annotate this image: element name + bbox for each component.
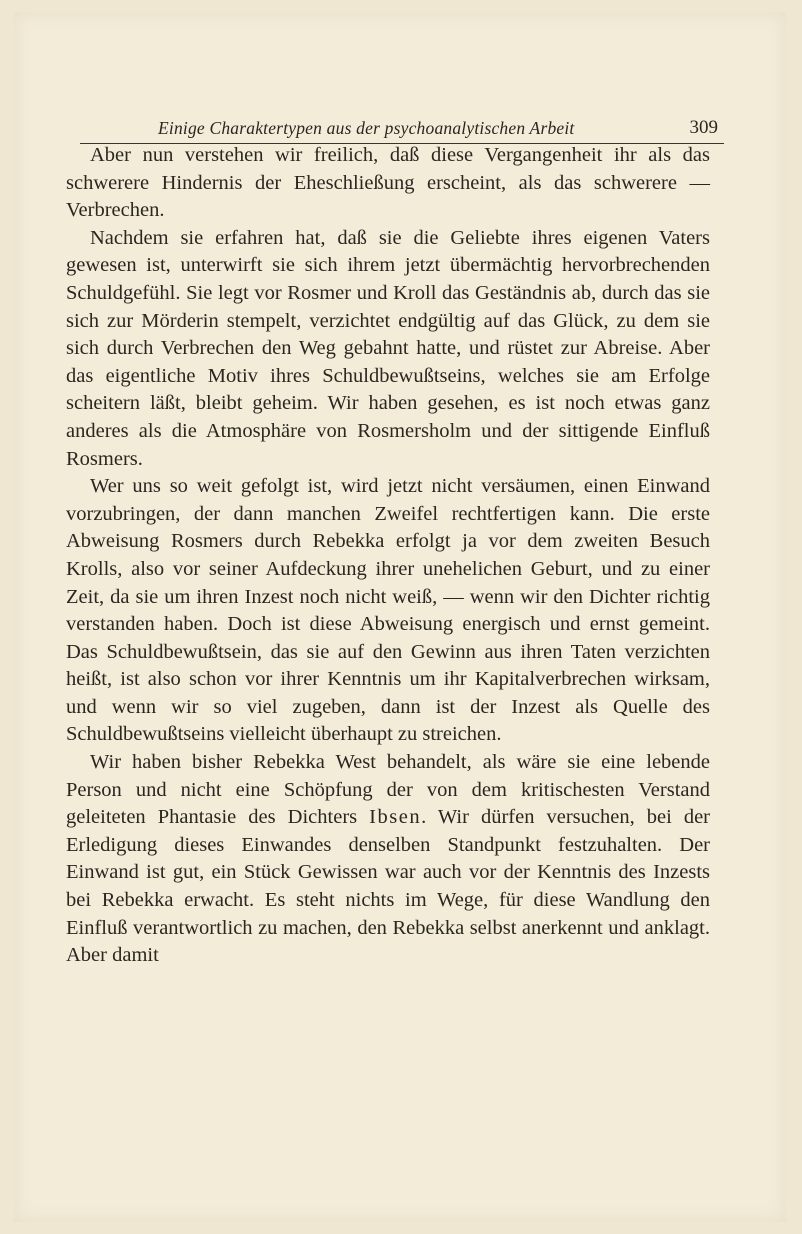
running-title: Einige Charaktertypen aus der psychoanalytischen Arbeit: [158, 118, 575, 138]
paragraph-2: Nachdem sie erfahren hat, daß sie die Geliebte ihres eigenen Vaters gewesen ist, unterwirft sie sich ihrem jetzt übermächtig hervorbrechenden Schuldgefühl. Sie legt vor Rosmer und Kroll das Geständnis ab, durch das sie sich zur Mörderin stempelt, verzichtet endgültig auf das Glück, zu dem sie sich durch Verbrechen den Weg gebahnt hatte, und rüstet zur Abreise. Aber das eigentliche Motiv ihres Schuldbewußtseins, welches sie am Erfolge scheitern läßt, bleibt geheim. Wir haben gesehen, es ist noch etwas ganz anderes als die Atmosphäre von Rosmersholm und der sittigende Einfluß Rosmers.: [66, 226, 710, 470]
paragraph-1: Aber nun verstehen wir freilich, daß diese Vergangenheit ihr als das schwerere Hindernis der Eheschließung erscheint, als das schwerere — Verbrechen.: [66, 144, 710, 222]
paragraph-4-text-end: . Wir dürfen versuchen, bei der Erledigung dieses Einwandes denselben Standpunkt festzuhalten. Der Einwand ist gut, ein Stück Gewissen war auch vor der Kenntnis des Inzests bei Rebekka erwacht. Es steht nichts im Wege, für diese Wandlung den Einfluß verantwortlich zu machen, den Rebekka selbst anerkennt und anklagt. Aber damit: [66, 806, 710, 967]
paragraph-3: Wer uns so weit gefolgt ist, wird jetzt nicht versäumen, einen Einwand vorzubringen, der dann manchen Zweifel rechtfertigen kann. Die erste Abweisung Rosmers durch Rebekka erfolgt ja vor dem zweiten Besuch Krolls, also vor seiner Aufdeckung ihrer unehelichen Geburt, und zu einer Zeit, da sie um ihren Inzest noch nicht weiß, — wenn wir den Dichter richtig verstanden haben. Doch ist diese Abweisung energisch und ernst gemeint. Das Schuldbewußtsein, das sie auf den Gewinn aus ihren Taten verzichten heißt, ist also schon vor ihrer Kenntnis um ihr Kapitalverbrechen wirksam, und wenn wir so viel zugeben, dann ist der Inzest als Quelle des Schuldbewußtseins vielleicht überhaupt zu streichen.: [66, 475, 710, 746]
paragraph-4-text-start: Wir haben bisher Rebekka West behandelt, als wäre sie eine lebende Person und nicht eine Schöpfung der von dem kritischesten Verstand geleiteten Phantasie des Dichters: [66, 751, 710, 829]
running-header: [80, 109, 724, 144]
paragraph-4: [66, 749, 710, 970]
body-text: [66, 142, 710, 970]
author-name-ibsen: Ibsen: [369, 806, 422, 829]
page-number: 309: [689, 117, 718, 138]
